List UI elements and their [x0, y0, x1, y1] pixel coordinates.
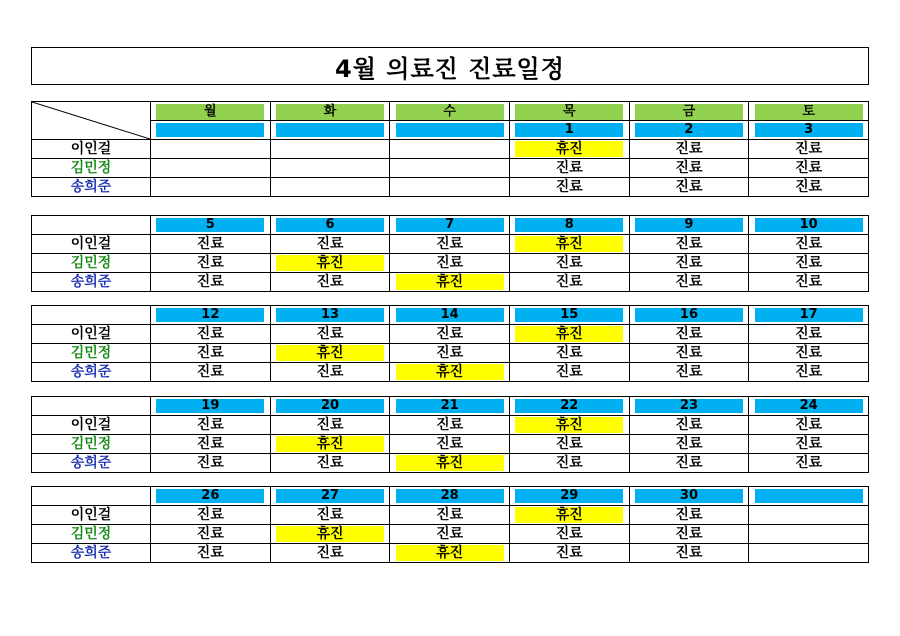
- schedule-cell: [151, 416, 271, 435]
- status: 진료: [436, 255, 464, 271]
- status: 진료: [196, 255, 224, 271]
- schedule-cell: [151, 506, 271, 525]
- schedule-cell: [629, 506, 749, 525]
- status: 진료: [795, 417, 823, 433]
- schedule-cell: [270, 435, 390, 454]
- schedule-cell: [509, 325, 629, 344]
- week-table: [31, 486, 869, 563]
- date-cell: [270, 306, 390, 325]
- status: 진료: [316, 507, 344, 523]
- schedule-cell: [749, 363, 869, 382]
- status: 진료: [675, 417, 703, 433]
- status: 진료: [795, 436, 823, 452]
- schedule-cell: [390, 363, 510, 382]
- schedule-cell: [390, 235, 510, 254]
- status: 진료: [196, 345, 224, 361]
- date-cell: [151, 306, 271, 325]
- schedule-cell: [390, 344, 510, 363]
- schedule-cell: [151, 325, 271, 344]
- status: 진료: [436, 507, 464, 523]
- status: 진료: [555, 345, 583, 361]
- status: 진료: [555, 526, 583, 542]
- schedule-cell: [509, 454, 629, 473]
- staff-name-cell: [32, 254, 151, 273]
- date-number: 20: [276, 399, 384, 413]
- day-header-cell: [151, 102, 271, 121]
- status: 진료: [795, 455, 823, 471]
- schedule-cell: [390, 416, 510, 435]
- date-cell: [749, 121, 869, 140]
- day-header-cell: [629, 102, 749, 121]
- schedule-cell: [629, 344, 749, 363]
- status: 진료: [436, 345, 464, 361]
- status: 진료: [316, 417, 344, 433]
- status: 진료: [795, 255, 823, 271]
- schedule-cell: [629, 325, 749, 344]
- status: 진료: [436, 417, 464, 433]
- status: 진료: [196, 436, 224, 452]
- date-cell: [629, 121, 749, 140]
- schedule-cell: [390, 140, 510, 159]
- blank-name-cell: [32, 397, 151, 416]
- off-status: 휴진: [396, 364, 504, 380]
- date-number: 14: [396, 308, 504, 322]
- status: 진료: [555, 436, 583, 452]
- date-number: 19: [156, 399, 264, 413]
- staff-name-cell: [32, 506, 151, 525]
- schedule-cell: [270, 525, 390, 544]
- status: 진료: [555, 179, 583, 195]
- date-cell: [749, 487, 869, 506]
- schedule-cell: [749, 416, 869, 435]
- schedule-cell: [629, 525, 749, 544]
- date-cell: [749, 397, 869, 416]
- day-header-cell: [509, 102, 629, 121]
- schedule-cell: [749, 235, 869, 254]
- off-status: 휴진: [515, 417, 623, 433]
- date-cell: [390, 487, 510, 506]
- status: 진료: [675, 526, 703, 542]
- status: 진료: [196, 526, 224, 542]
- date-cell: [629, 306, 749, 325]
- week-table: [31, 101, 869, 197]
- schedule-cell: [270, 506, 390, 525]
- corner-cell: [32, 102, 151, 140]
- status: 진료: [316, 274, 344, 290]
- schedule-cell: [270, 325, 390, 344]
- status: 진료: [675, 141, 703, 157]
- status: 진료: [196, 274, 224, 290]
- status: 진료: [555, 160, 583, 176]
- status: 진료: [196, 507, 224, 523]
- date-cell: [509, 306, 629, 325]
- staff-name-cell: [32, 273, 151, 292]
- staff-name: 김민정: [70, 255, 112, 271]
- date-cell: [509, 487, 629, 506]
- staff-name: 이인걸: [70, 236, 112, 252]
- date-cell: [629, 397, 749, 416]
- date-number: 15: [515, 308, 623, 322]
- date-number: 16: [635, 308, 743, 322]
- schedule-cell: [151, 435, 271, 454]
- staff-name: 김민정: [70, 345, 112, 361]
- schedule-cell: [151, 525, 271, 544]
- status: 진료: [795, 345, 823, 361]
- date-number: 23: [635, 399, 743, 413]
- schedule-cell: [270, 178, 390, 197]
- staff-name-cell: [32, 235, 151, 254]
- date-number: 5: [156, 218, 264, 232]
- staff-name: 이인걸: [70, 417, 112, 433]
- date-cell: [151, 397, 271, 416]
- status: 진료: [675, 326, 703, 342]
- day-label: 수: [396, 104, 504, 120]
- schedule-cell: [629, 273, 749, 292]
- schedule-cell: [749, 159, 869, 178]
- off-status: 휴진: [396, 455, 504, 471]
- schedule-cell: [390, 325, 510, 344]
- schedule-cell: [270, 254, 390, 273]
- date-number: 26: [156, 489, 264, 503]
- staff-name: 송희준: [70, 455, 112, 471]
- staff-name-cell: [32, 178, 151, 197]
- blank-name-cell: [32, 306, 151, 325]
- status: 진료: [795, 274, 823, 290]
- schedule-cell: [509, 344, 629, 363]
- status: 진료: [196, 326, 224, 342]
- status: 진료: [675, 545, 703, 561]
- schedule-cell: [749, 140, 869, 159]
- date-cell: [509, 216, 629, 235]
- status: 진료: [196, 364, 224, 380]
- date-cell: [151, 121, 271, 140]
- staff-name: 송희준: [70, 179, 112, 195]
- status: 진료: [675, 507, 703, 523]
- status: 진료: [675, 255, 703, 271]
- schedule-cell: [390, 273, 510, 292]
- schedule-cell: [390, 454, 510, 473]
- schedule-cell: [749, 273, 869, 292]
- date-cell: [151, 487, 271, 506]
- date-cell: [390, 121, 510, 140]
- status: 진료: [316, 545, 344, 561]
- staff-name: 송희준: [70, 364, 112, 380]
- staff-name-cell: [32, 416, 151, 435]
- status: 진료: [675, 236, 703, 252]
- date-number: [755, 489, 863, 503]
- off-status: 휴진: [276, 255, 384, 271]
- schedule-cell: [270, 454, 390, 473]
- schedule-cell: [629, 454, 749, 473]
- date-cell: [270, 216, 390, 235]
- week-table: [31, 396, 869, 473]
- date-cell: [270, 397, 390, 416]
- off-status: 휴진: [396, 545, 504, 561]
- status: 진료: [436, 326, 464, 342]
- date-cell: [749, 306, 869, 325]
- off-status: 휴진: [515, 141, 623, 157]
- schedule-cell: [151, 273, 271, 292]
- schedule-cell: [151, 363, 271, 382]
- schedule-cell: [151, 544, 271, 563]
- schedule-cell: [749, 525, 869, 544]
- schedule-cell: [270, 363, 390, 382]
- date-number: 27: [276, 489, 384, 503]
- schedule-cell: [151, 178, 271, 197]
- schedule-cell: [390, 159, 510, 178]
- staff-name: 김민정: [70, 436, 112, 452]
- status: 진료: [436, 436, 464, 452]
- status: 진료: [675, 345, 703, 361]
- date-number: 30: [635, 489, 743, 503]
- schedule-cell: [509, 363, 629, 382]
- schedule-cell: [749, 435, 869, 454]
- status: 진료: [675, 179, 703, 195]
- status: 진료: [196, 417, 224, 433]
- status: 진료: [675, 160, 703, 176]
- staff-name-cell: [32, 140, 151, 159]
- schedule-cell: [270, 159, 390, 178]
- staff-name-cell: [32, 344, 151, 363]
- status: 진료: [555, 255, 583, 271]
- status: 진료: [436, 236, 464, 252]
- schedule-cell: [509, 416, 629, 435]
- status: 진료: [555, 274, 583, 290]
- status: 진료: [675, 455, 703, 471]
- schedule-cell: [629, 363, 749, 382]
- date-number: 24: [755, 399, 863, 413]
- date-number: 29: [515, 489, 623, 503]
- schedule-cell: [629, 159, 749, 178]
- date-number: 12: [156, 308, 264, 322]
- schedule-cell: [509, 159, 629, 178]
- date-number: 22: [515, 399, 623, 413]
- schedule-cell: [509, 235, 629, 254]
- date-cell: [629, 216, 749, 235]
- off-status: 휴진: [515, 507, 623, 523]
- status: 진료: [555, 545, 583, 561]
- date-cell: [749, 216, 869, 235]
- staff-name: 이인걸: [70, 141, 112, 157]
- schedule-cell: [509, 254, 629, 273]
- staff-name-cell: [32, 454, 151, 473]
- staff-name-cell: [32, 363, 151, 382]
- status: 진료: [196, 236, 224, 252]
- schedule-cell: [749, 325, 869, 344]
- status: 진료: [795, 160, 823, 176]
- schedule-cell: [629, 416, 749, 435]
- status: 진료: [555, 364, 583, 380]
- schedule-cell: [151, 159, 271, 178]
- week-table: [31, 215, 869, 292]
- schedule-cell: [270, 235, 390, 254]
- date-number: 9: [635, 218, 743, 232]
- staff-name: 이인걸: [70, 326, 112, 342]
- schedule-cell: [390, 254, 510, 273]
- blank-name-cell: [32, 487, 151, 506]
- staff-name-cell: [32, 544, 151, 563]
- status: 진료: [316, 364, 344, 380]
- schedule-cell: [749, 454, 869, 473]
- date-number: 21: [396, 399, 504, 413]
- page-title: 4월 의료진 진료일정: [31, 47, 869, 85]
- date-number: [276, 123, 384, 137]
- off-status: 휴진: [276, 345, 384, 361]
- staff-name-cell: [32, 325, 151, 344]
- schedule-cell: [390, 525, 510, 544]
- schedule-cell: [629, 254, 749, 273]
- date-number: [156, 123, 264, 137]
- schedule-cell: [270, 344, 390, 363]
- schedule-cell: [629, 140, 749, 159]
- date-number: [396, 123, 504, 137]
- date-number: 6: [276, 218, 384, 232]
- day-label: 월: [156, 104, 264, 120]
- staff-name-cell: [32, 435, 151, 454]
- staff-name: 송희준: [70, 274, 112, 290]
- schedule-cell: [390, 544, 510, 563]
- schedule-cell: [509, 435, 629, 454]
- date-number: 17: [755, 308, 863, 322]
- schedule-cell: [749, 254, 869, 273]
- schedule-cell: [270, 544, 390, 563]
- off-status: 휴진: [515, 236, 623, 252]
- schedule-cell: [151, 235, 271, 254]
- off-status: 휴진: [396, 274, 504, 290]
- date-number: 8: [515, 218, 623, 232]
- status: 진료: [795, 364, 823, 380]
- status: 진료: [795, 236, 823, 252]
- day-header-cell: [749, 102, 869, 121]
- staff-name: 이인걸: [70, 507, 112, 523]
- date-cell: [270, 487, 390, 506]
- day-label: 금: [635, 104, 743, 120]
- status: 진료: [196, 455, 224, 471]
- status: 진료: [675, 274, 703, 290]
- staff-name: 송희준: [70, 545, 112, 561]
- schedule-cell: [509, 140, 629, 159]
- schedule-cell: [270, 273, 390, 292]
- week-table: [31, 305, 869, 382]
- date-cell: [390, 397, 510, 416]
- off-status: 휴진: [276, 526, 384, 542]
- schedule-cell: [629, 435, 749, 454]
- schedule-cell: [151, 454, 271, 473]
- schedule-cell: [749, 178, 869, 197]
- date-cell: [509, 397, 629, 416]
- schedule-cell: [509, 178, 629, 197]
- date-number: 13: [276, 308, 384, 322]
- staff-name-cell: [32, 525, 151, 544]
- off-status: 휴진: [515, 326, 623, 342]
- day-header-cell: [390, 102, 510, 121]
- status: 진료: [196, 545, 224, 561]
- date-number: 3: [755, 123, 863, 137]
- schedule-cell: [270, 416, 390, 435]
- date-cell: [629, 487, 749, 506]
- date-cell: [270, 121, 390, 140]
- date-number: 10: [755, 218, 863, 232]
- date-cell: [509, 121, 629, 140]
- day-label: 토: [755, 104, 863, 120]
- schedule-cell: [509, 525, 629, 544]
- schedule-cell: [151, 344, 271, 363]
- schedule-cell: [509, 506, 629, 525]
- date-cell: [390, 216, 510, 235]
- staff-name-cell: [32, 159, 151, 178]
- schedule-cell: [509, 273, 629, 292]
- schedule-cell: [749, 344, 869, 363]
- schedule-cell: [390, 178, 510, 197]
- day-header-cell: [270, 102, 390, 121]
- schedule-cell: [390, 506, 510, 525]
- schedule-cell: [629, 235, 749, 254]
- schedule-cell: [749, 506, 869, 525]
- date-cell: [151, 216, 271, 235]
- date-number: 2: [635, 123, 743, 137]
- day-label: 목: [515, 104, 623, 120]
- schedule-cell: [749, 544, 869, 563]
- status: 진료: [555, 455, 583, 471]
- off-status: 휴진: [276, 436, 384, 452]
- staff-name: 김민정: [70, 160, 112, 176]
- date-cell: [390, 306, 510, 325]
- status: 진료: [436, 526, 464, 542]
- status: 진료: [675, 436, 703, 452]
- date-number: 1: [515, 123, 623, 137]
- status: 진료: [795, 326, 823, 342]
- status: 진료: [316, 455, 344, 471]
- status: 진료: [795, 141, 823, 157]
- schedule-cell: [390, 435, 510, 454]
- day-label: 화: [276, 104, 384, 120]
- schedule-cell: [151, 254, 271, 273]
- status: 진료: [795, 179, 823, 195]
- status: 진료: [316, 326, 344, 342]
- blank-name-cell: [32, 216, 151, 235]
- status: 진료: [675, 364, 703, 380]
- status: 진료: [316, 236, 344, 252]
- schedule-cell: [629, 544, 749, 563]
- schedule-cell: [151, 140, 271, 159]
- date-number: 28: [396, 489, 504, 503]
- schedule-cell: [629, 178, 749, 197]
- date-number: 7: [396, 218, 504, 232]
- schedule-cell: [270, 140, 390, 159]
- schedule-cell: [509, 544, 629, 563]
- staff-name: 김민정: [70, 526, 112, 542]
